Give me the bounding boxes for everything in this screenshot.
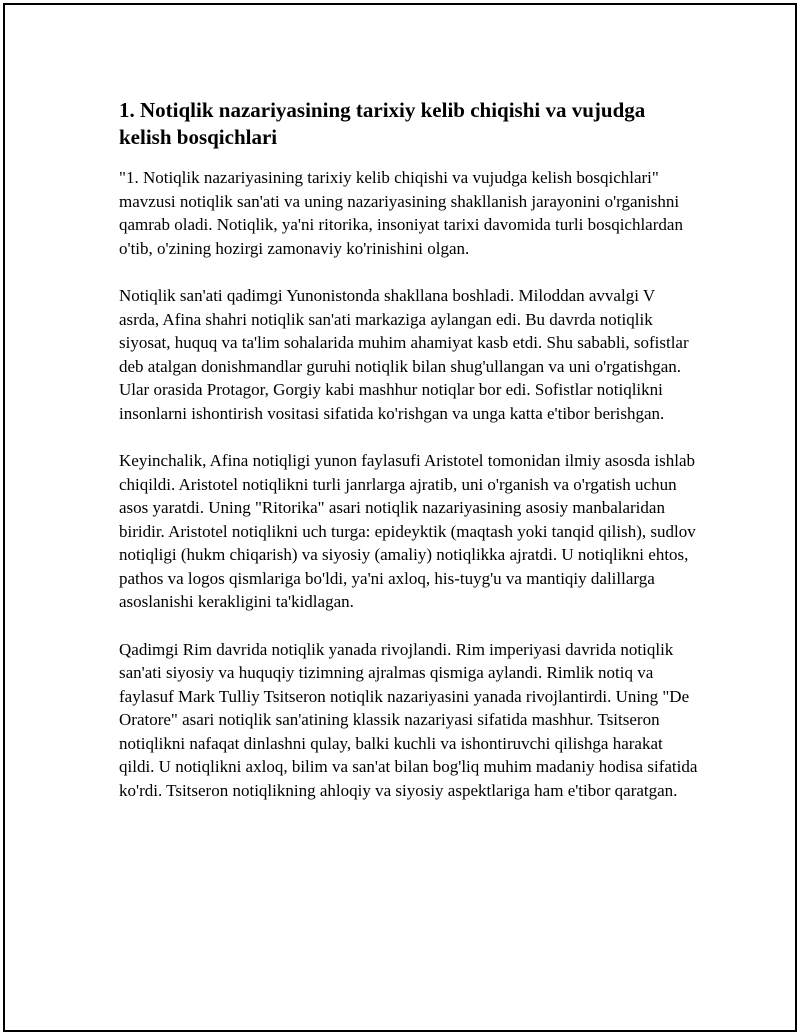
section-title: 1. Notiqlik nazariyasining tarixiy kelib chiqishi va vujudga kelish bosqichlari (119, 98, 646, 149)
paragraph-intro: "1. Notiqlik nazariyasining tarixiy kelib chiqishi va vujudga kelish bosqichlari" mavzusi notiqlik san'ati va uning nazariyasining shakllanish jarayonini o'rganishni qamrab oladi. Notiqlik, ya'ni ritorika, insoniyat tarixi davomida turli bosqichlardan o'tib, o'zining hozirgi zamonaviy ko'rinishini olgan. (119, 168, 683, 258)
paragraph-aristotle: Keyinchalik, Afina notiqligi yunon faylasufi Aristotel tomonidan ilmiy asosda ishlab chiqildi. Aristotel notiqlikni turli janrlarga ajratib, uni o'rganish va o'rgatish uchun asos yaratdi. Uning "Ritorika" asari notiqlik nazariyasining asosiy manbalaridan biridir. Aristotel notiqlikni uch turga: epideyktik (maqtash yoki tanqid qilish), sudlov notiqligi (hukm chiqarish) va siyosiy (amaliy) notiqlikka ajratdi. U notiqlikni ehtos, pathos va logos qismlariga bo'ldi, ya'ni axloq, his-tuyg'u va mantiqiy dalillarga asoslanishi kerakligini ta'kidlagan. (119, 451, 696, 611)
document-page (3, 3, 797, 1032)
paragraph-rome: Qadimgi Rim davrida notiqlik yanada rivojlandi. Rim imperiyasi davrida notiqlik san'ati siyosiy va huquqiy tizimning ajralmas qismiga aylandi. Rimlik notiq va faylasuf Mark Tulliy Tsitseron notiqlik nazariyasini yanada rivojlantirdi. Uning "De Oratore" asari notiqlik san'atining klassik nazariyasi sifatida mashhur. Tsitseron notiqlikni nafaqat dinlashni qulay, balki kuchli va ishontiruvchi qilishga harakat qildi. U notiqlikni axloq, bilim va san'at bilan bog'liq muhim madaniy hodisa sifatida ko'rdi. Tsitseron notiqlikning ahloqiy va siyosiy aspektlariga ham e'tibor qaratgan. (119, 639, 698, 800)
paragraph-greece: Notiqlik san'ati qadimgi Yunonistonda shakllana boshladi. Miloddan avvalgi V asrda, Afina shahri notiqlik san'ati markaziga aylangan edi. Bu davrda notiqlik siyosat, huquq va ta'lim sohalarida muhim ahamiyat kasb etdi. Shu sababli, sofistlar deb atalgan donishmandlar guruhi notiqlik bilan shug'ullangan va uni o'rgatishgan. Ular orasida Protagor, Gorgiy kabi mashhur notiqlar bor edi. Sofistlar notiqlikni insonlarni ishontirish vositasi sifatida ko'rishgan va unga katta e'tibor berishgan. (119, 286, 689, 423)
document-content (119, 97, 699, 826)
